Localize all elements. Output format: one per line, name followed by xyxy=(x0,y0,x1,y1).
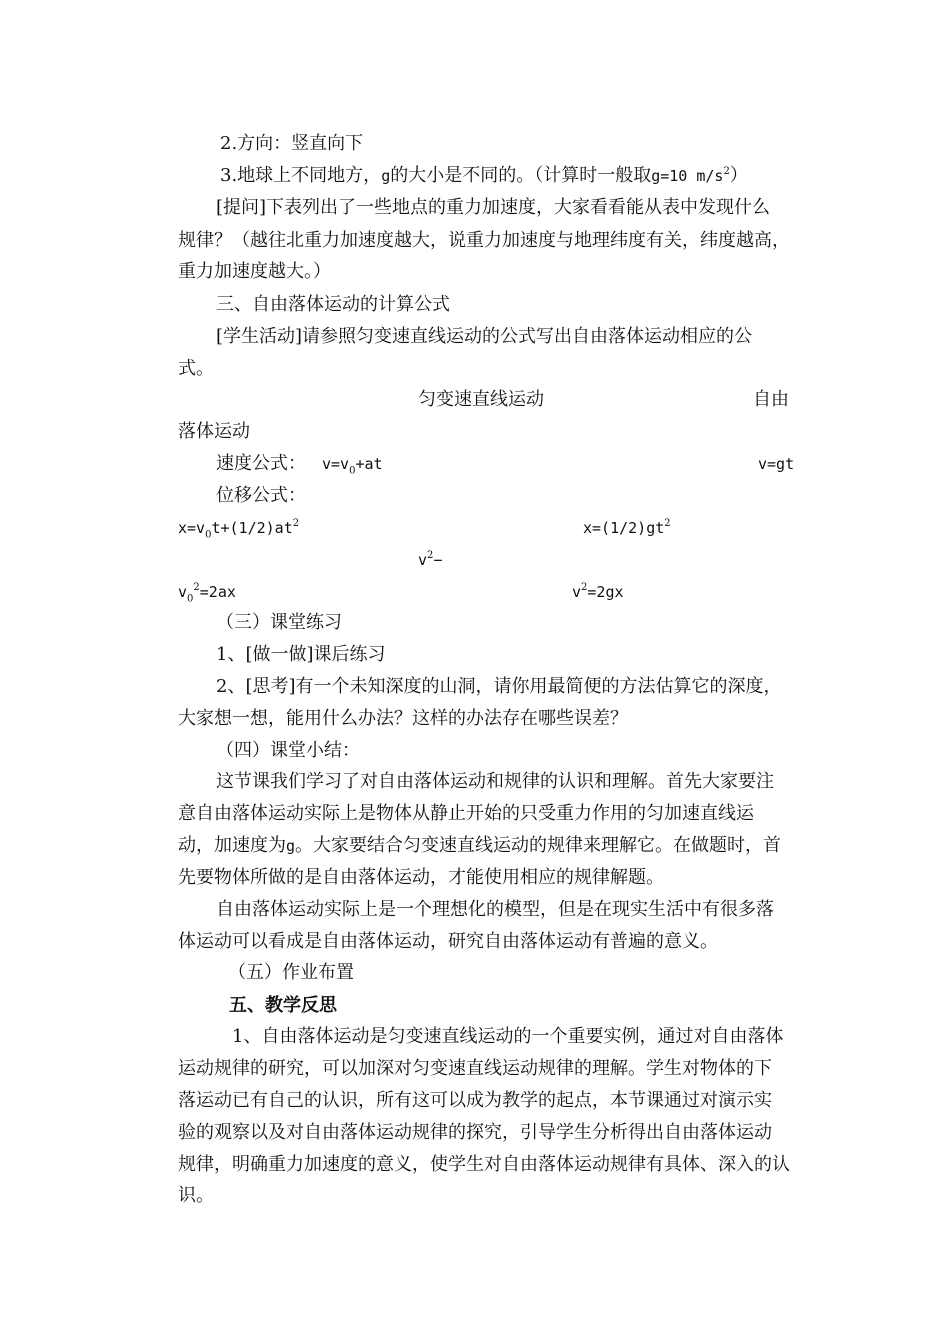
summary-line-1: 这节课我们学习了对自由落体运动和规律的认识和理解。首先大家要注 xyxy=(216,771,774,792)
displacement-formula-free-fall: $x=(1/2)gt^2$ xyxy=(583,518,671,537)
reflection-line-6: 识。 xyxy=(178,1185,214,1206)
model-line-2: 体运动可以看成是自由落体运动，研究自由落体运动有普遍的意义。 xyxy=(178,931,718,952)
velocity-squared-part-2: $v_0^2=2ax$ xyxy=(178,582,236,605)
column-header-free-fall-2: 落体运动 xyxy=(178,421,250,442)
section-three-heading: 三、自由落体运动的计算公式 xyxy=(216,294,450,315)
summary-line-4: 先要物体所做的是自由落体运动，才能使用相应的规律解题。 xyxy=(178,867,664,888)
student-activity-line-2: 式。 xyxy=(178,358,214,379)
summary-line-3: 动，加速度为g。大家要结合匀变速直线运动的规律来理解它。在做题时，首 xyxy=(178,835,782,856)
practice-item-2-line-2: 大家想一想，能用什么办法？这样的办法存在哪些误差？ xyxy=(178,708,628,729)
reflection-line-2: 运动规律的研究，可以加深对匀变速直线运动规律的理解。学生对物体的下 xyxy=(178,1058,772,1079)
gravity-variation-line: 3.地球上不同地方，g的大小是不同的。（计算时一般取g=10 $m/s^2$） xyxy=(220,165,748,186)
velocity-squared-part-1: $v^2-$ xyxy=(418,550,443,569)
velocity-squared-free-fall: $v^2=2gx$ xyxy=(572,582,624,601)
reflection-line-1: 1、自由落体运动是匀变速直线运动的一个重要实例，通过对自由落体 xyxy=(232,1026,784,1047)
reflection-line-5: 规律，明确重力加速度的意义，使学生对自由落体运动规律有具体、深入的认 xyxy=(178,1154,790,1175)
question-line-3: 重力加速度越大。） xyxy=(178,261,331,282)
question-line-2: 规律？（越往北重力加速度越大，说重力加速度与地理纬度有关，纬度越高， xyxy=(178,230,790,251)
section-five-heading: 五、教学反思 xyxy=(229,995,337,1016)
practice-item-2-line-1: 2、[思考]有一个未知深度的山洞，请你用最简便的方法估算它的深度， xyxy=(216,676,782,697)
reflection-line-4: 验的观察以及对自由落体运动规律的探究，引导学生分析得出自由落体运动 xyxy=(178,1122,772,1143)
model-line-1: 自由落体运动实际上是一个理想化的模型，但是在现实生活中有很多落 xyxy=(216,899,774,920)
speed-formula-label: 速度公式： xyxy=(216,453,306,474)
section-homework: （五）作业布置 xyxy=(228,962,354,983)
displacement-formula-uniform: $x=v_0t+(1/2)at^2$ xyxy=(178,518,300,541)
column-header-uniform: 匀变速直线运动 xyxy=(418,389,544,410)
question-line-1: [提问]下表列出了一些地点的重力加速度，大家看看能从表中发现什么 xyxy=(216,197,771,218)
column-header-free-fall-1: 自由 xyxy=(753,389,789,410)
student-activity-line-1: [学生活动]请参照匀变速直线运动的公式写出自由落体运动相应的公 xyxy=(216,326,753,347)
displacement-formula-label: 位移公式： xyxy=(216,485,306,506)
practice-item-1: 1、[做一做]课后练习 xyxy=(216,644,386,665)
direction-line: 2.方向：竖直向下 xyxy=(220,133,364,154)
summary-line-2: 意自由落体运动实际上是物体从静止开始的只受重力作用的匀加速直线运 xyxy=(178,803,754,824)
reflection-line-3: 落运动已有自己的认识，所有这可以成为教学的起点，本节课通过对演示实 xyxy=(178,1090,772,1111)
speed-formula-uniform: $v=v_0+at$ xyxy=(322,455,383,477)
section-classroom-practice: （三）课堂练习 xyxy=(216,612,342,633)
speed-formula-free-fall: v=gt xyxy=(758,455,795,473)
section-summary: （四）课堂小结： xyxy=(216,740,360,761)
